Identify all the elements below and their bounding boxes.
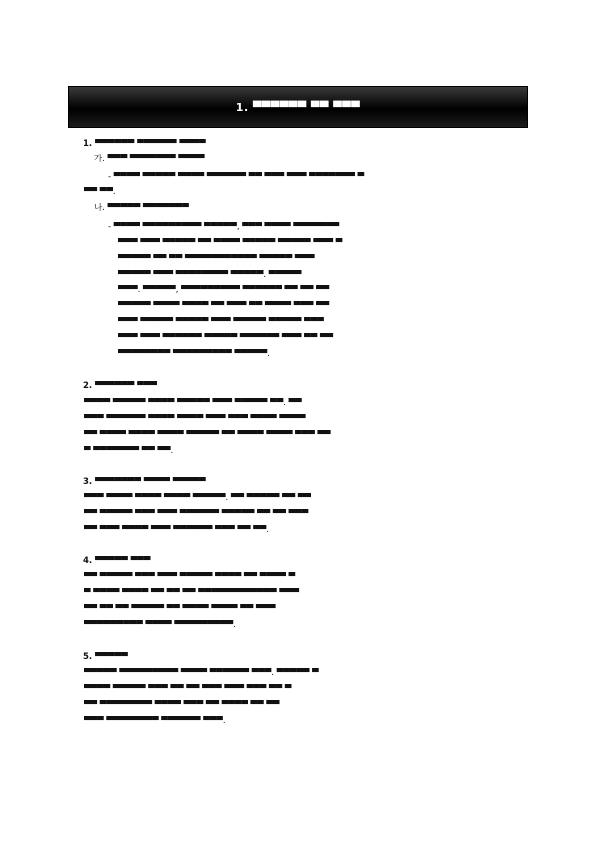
body-text-line: ▀▀▀▀▀ ▀▀▀ ▀▀▀▀▀▀▀▀ ▀▀▀▀▀. ▀▀▀▀▀ (118, 270, 302, 280)
body-text-line: - ▀▀▀▀ ▀▀▀▀▀ ▀▀▀▀ ▀▀▀▀▀▀ ▀▀ ▀▀▀ ▀▀▀ ▀▀▀▀▀▀▀ ▀ (108, 172, 365, 182)
body-text-line: ▀▀▀ ▀▀▀▀▀ ▀▀▀▀▀ ▀▀▀ ▀▀▀▀▀ ▀▀▀▀▀ ▀▀▀ (118, 317, 324, 327)
body-text-line: ▀▀▀▀▀ ▀▀▀▀ ▀▀▀▀ ▀▀ ▀▀▀ ▀▀ ▀▀▀▀ ▀▀▀ ▀▀ (118, 301, 330, 311)
body-text-line: ▀ ▀▀▀▀▀▀▀ ▀▀ ▀▀. (84, 446, 174, 456)
body-text-line: ▀▀▀. ▀▀▀▀▀, ▀▀▀▀▀▀▀▀▀ ▀▀▀▀▀▀ ▀▀ ▀▀ ▀▀ (118, 285, 330, 295)
body-text-line: ▀▀▀ ▀▀▀▀ ▀▀▀▀ ▀▀▀▀ ▀▀▀▀▀. ▀▀ ▀▀▀▀▀ ▀▀ ▀▀ (84, 493, 311, 503)
subsection-heading: 가. ▀▀▀ ▀▀▀▀▀▀▀ ▀▀▀▀ (94, 154, 205, 164)
body-text-line: - ▀▀▀▀ ▀▀▀▀▀▀▀▀▀ ▀▀▀▀▀, ▀▀▀ ▀▀▀▀ ▀▀▀▀▀▀▀ (108, 222, 340, 232)
body-text-line: ▀▀▀ ▀▀▀▀▀▀▀▀ ▀▀▀▀▀▀ ▀▀▀. (84, 716, 226, 726)
body-text-line: ▀▀ ▀▀▀▀▀ ▀▀▀ ▀▀▀ ▀▀▀▀▀▀ ▀▀▀▀▀ ▀▀ ▀▀ ▀▀▀ (84, 509, 309, 519)
body-text-line: ▀▀▀▀▀▀▀▀▀ ▀▀▀▀ ▀▀▀▀▀▀▀▀▀. (84, 620, 236, 630)
body-text-line: ▀▀▀▀▀ ▀▀▀▀▀▀▀▀▀ ▀▀▀▀ ▀▀▀▀▀▀ ▀▀▀. ▀▀▀▀▀ ▀ (84, 668, 319, 678)
body-text-line: ▀▀ ▀▀▀▀▀▀▀▀ ▀▀▀▀ ▀▀▀ ▀▀ ▀▀▀▀ ▀▀ ▀▀ (84, 700, 280, 710)
body-text-line: ▀▀▀▀ ▀▀▀▀▀ ▀▀▀▀ ▀▀▀▀▀ ▀▀▀ ▀▀▀▀▀ ▀▀. ▀▀ (84, 398, 302, 408)
section-heading: 5. ▀▀▀▀▀ (83, 652, 128, 662)
body-text-line: ▀▀ ▀▀. (84, 187, 116, 197)
body-text-line: ▀▀ ▀▀▀▀▀ ▀▀▀ ▀▀▀ ▀▀▀▀▀ ▀▀▀▀ ▀▀ ▀▀▀▀ ▀ (84, 572, 296, 582)
section-heading: 2. ▀▀▀▀▀▀ ▀▀▀ (83, 381, 157, 391)
body-text-line: ▀▀▀▀ ▀▀▀▀▀ ▀▀▀ ▀▀ ▀▀ ▀▀▀ ▀▀▀ ▀▀▀ ▀▀ ▀ (84, 684, 292, 694)
body-text-line: ▀▀ ▀▀▀ ▀▀▀▀ ▀▀▀ ▀▀▀▀▀▀ ▀▀▀ ▀▀ ▀▀. (84, 525, 270, 535)
section-heading: 4. ▀▀▀▀▀ ▀▀▀ (83, 556, 151, 566)
body-text-line: ▀▀▀▀▀ ▀▀ ▀▀ ▀▀▀▀▀▀▀▀▀▀▀ ▀▀▀▀▀ ▀▀▀ (118, 254, 315, 264)
body-text-line: ▀▀▀▀▀▀▀▀ ▀▀▀▀▀▀▀▀▀ ▀▀▀▀▀. (118, 349, 270, 359)
title-banner (68, 86, 528, 128)
body-text-line: ▀▀▀ ▀▀▀ ▀▀▀▀▀▀ ▀▀▀▀▀ ▀▀▀▀▀▀ ▀▀▀ ▀▀ ▀▀ (118, 333, 334, 343)
body-text-line: ▀▀▀ ▀▀▀ ▀▀▀▀▀ ▀▀ ▀▀▀▀ ▀▀▀▀▀ ▀▀▀▀▀ ▀▀▀ ▀ (118, 238, 343, 248)
subsection-heading: 나. ▀▀▀▀▀ ▀▀▀▀▀▀▀ (94, 203, 189, 213)
body-text-line: ▀▀▀ ▀▀▀▀▀▀ ▀▀▀▀ ▀▀▀▀ ▀▀▀ ▀▀▀ ▀▀▀▀ ▀▀▀▀ (84, 414, 306, 424)
section-heading: 3. ▀▀▀▀▀▀▀ ▀▀▀▀ ▀▀▀▀▀ (83, 477, 206, 487)
body-text-line: ▀▀ ▀▀ ▀▀ ▀▀▀▀▀ ▀▀ ▀▀▀▀ ▀▀▀▀ ▀▀ ▀▀▀ (84, 604, 276, 614)
document-title: 1. ▀▀▀▀▀▀ ▀▀ ▀▀▀ (235, 100, 361, 114)
section-heading: 1. ▀▀▀▀▀▀ ▀▀▀▀▀▀ ▀▀▀▀ (83, 139, 206, 149)
body-text-line: ▀ ▀▀▀▀ ▀▀▀▀ ▀▀ ▀▀ ▀▀ ▀▀▀▀▀▀▀▀▀▀▀▀ ▀▀▀ (84, 588, 300, 598)
body-text-line: ▀▀ ▀▀▀▀ ▀▀▀▀ ▀▀▀▀ ▀▀▀▀▀ ▀▀ ▀▀▀▀ ▀▀▀▀ ▀▀▀ ▀▀ (84, 430, 331, 440)
